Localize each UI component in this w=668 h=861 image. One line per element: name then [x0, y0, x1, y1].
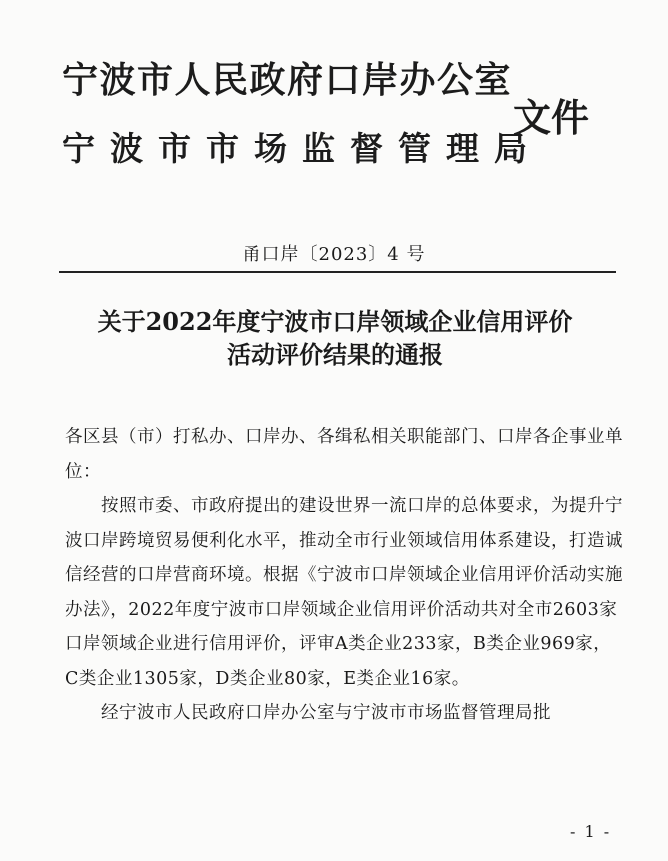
- title-line-1: 关于2022年度宁波市口岸领域企业信用评价: [97, 307, 573, 336]
- document-body: [65, 420, 625, 731]
- issuer-name-market-bureau: 宁波市市场监督管理局: [62, 129, 542, 168]
- document-word: 文件: [513, 96, 590, 140]
- body-paragraph-2: 经宁波市人民政府口岸办公室与宁波市市场监督管理局批: [101, 703, 551, 723]
- body-paragraph-1: 按照市委、市政府提出的建设世界一流口岸的总体要求，为提升宁波口岸跨境贸易便利化水平，推动全市行业领域信用体系建设，打造诚信经营的口岸营商环境。根据《宁波市口岸领域企业信用评价活动实施办法》，2022年度宁波市口岸领域企业信用评价活动共对全市2603家口岸领域企业进行信用评价，评审A类企业233家，B类企业969家，C类企业1305家，D类企业80家，E类企业16家。: [65, 496, 623, 689]
- salutation: 各区县（市）打私办、口岸办、各缉私相关职能部门、口岸各企事业单位：: [65, 427, 623, 482]
- page-number: - 1 -: [570, 822, 612, 841]
- title-line-2: 活动评价结果的通报: [227, 340, 443, 369]
- document-number: 甬口岸〔2023〕4 号: [242, 244, 426, 265]
- issuer-header: [0, 0, 668, 200]
- issuer-name-port-office: 宁波市人民政府口岸办公室: [62, 60, 513, 101]
- document-title: [50, 305, 620, 371]
- header-divider: [59, 271, 616, 273]
